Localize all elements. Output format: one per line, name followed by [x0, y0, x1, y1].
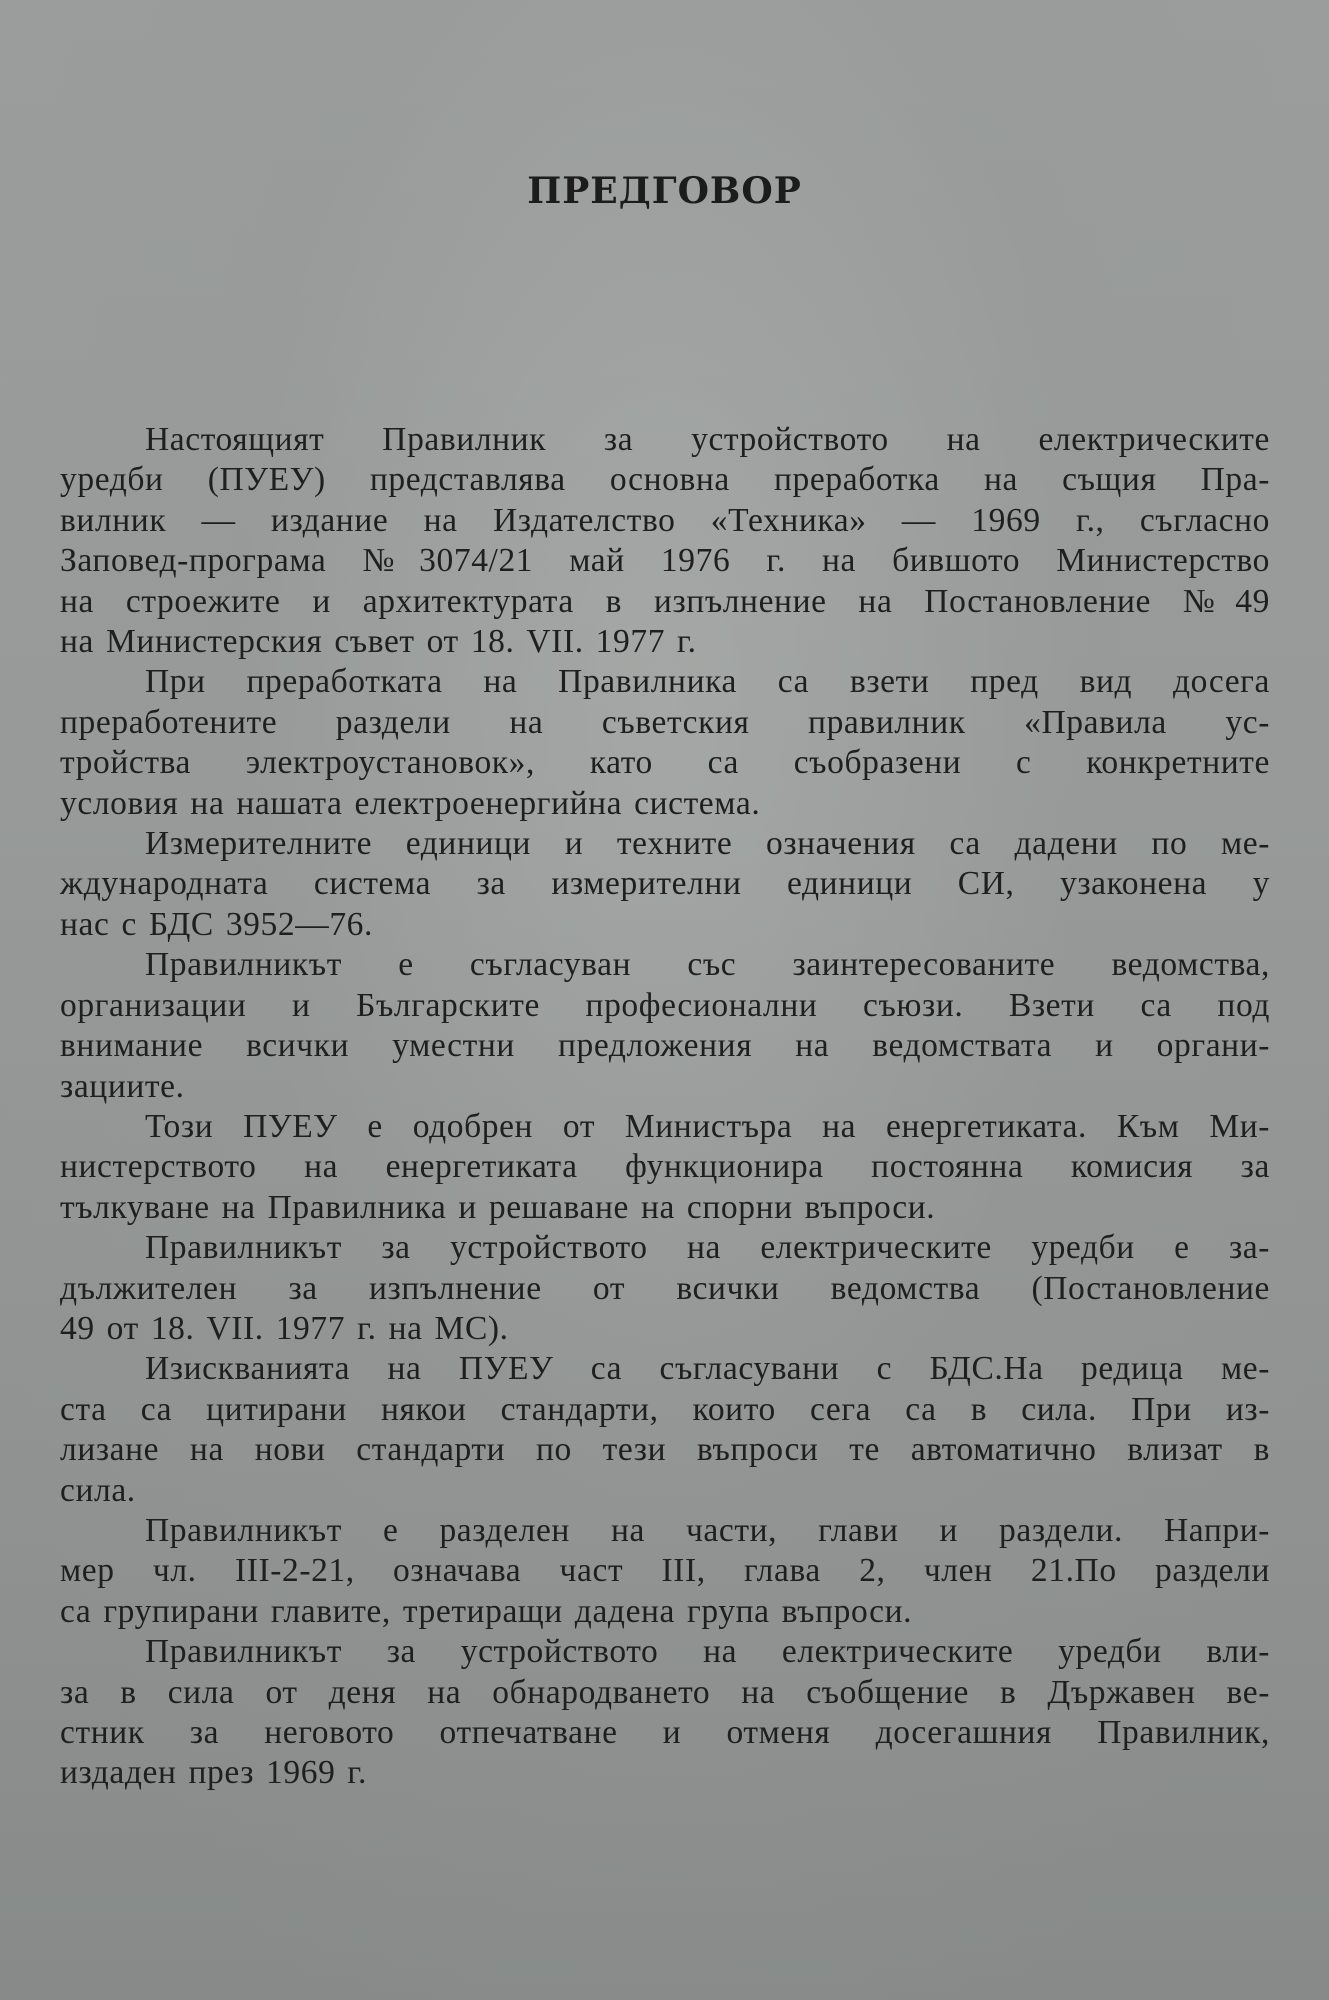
text-line: издаден през 1969 г. [60, 1754, 367, 1792]
text-line: ста са цитирани някои стандарти, които сега са в сила. При из- [60, 1390, 1270, 1428]
text-line: ждународната система за измерителни единици СИ, узаконена у [60, 865, 1270, 903]
text-line: внимание всички уместни предложения на ведомствата и органи- [60, 1027, 1270, 1065]
text-line: лизане на нови стандарти по тези въпроси те автоматично влизат в [60, 1431, 1270, 1469]
text-line: Правилникът е разделен на части, глави и раздели. Напри- [145, 1511, 1270, 1549]
text-line: нистерството на енергетиката функционира постоянна комисия за [60, 1148, 1270, 1186]
text-line: тълкуване на Правилника и решаване на спорни въпроси. [60, 1188, 936, 1226]
text-line: организации и Българските професионални съюзи. Взети са под [60, 986, 1270, 1024]
text-line: Правилникът е съгласуван със заинтересованите ведомства, [145, 946, 1270, 984]
text-line: са групирани главите, третиращи дадена група въпроси. [60, 1592, 913, 1630]
text-line: Измерителните единици и техните означения са дадени по ме- [145, 825, 1270, 863]
text-line: условия на нашата електроенергийна система. [60, 784, 761, 822]
text-line: Този ПУЕУ е одобрен от Министъра на енергетиката. Към Ми- [145, 1107, 1270, 1145]
text-line: 49 от 18. VII. 1977 г. на МС). [60, 1309, 509, 1347]
text-line: Правилникът за устройството на електрическите уредби вли- [145, 1633, 1270, 1671]
text-line: уредби (ПУЕУ) представлява основна преработка на същия Пра- [60, 461, 1270, 499]
text-line: Правилникът за устройството на електрическите уредби е за- [145, 1229, 1270, 1267]
text-line: Настоящият Правилник за устройството на електрическите [145, 421, 1270, 458]
text-line: преработените раздели на съветския правилник «Правила ус- [60, 703, 1270, 741]
text-line: стник за неговото отпечатване и отменя досегашния Правилник, [60, 1714, 1270, 1751]
text-line: Изискванията на ПУЕУ са съгласувани с БДС.На редица ме- [145, 1350, 1270, 1388]
text-line: на Министерския съвет от 18. VII. 1977 г. [60, 623, 697, 661]
text-line: на строежите и архитектурата в изпълнение на Постановление №49 [60, 582, 1270, 620]
text-line: мер чл. III-2-21, означава част III, глава 2, член 21.По раздели [60, 1552, 1270, 1590]
text-line: нас с БДС 3952—76. [60, 905, 373, 943]
text-line: вилник — издание на Издателство «Техника» — 1969 г., съгласно [60, 501, 1270, 539]
page-title: ПРЕДГОВОР [527, 170, 802, 212]
text-line: Заповед-програма №3074/21 май 1976 г. на бившото Министерство [60, 542, 1270, 580]
text-line: сила. [60, 1471, 136, 1509]
text-line: за в сила от деня на обнародването на съобщение в Държавен ве- [60, 1673, 1270, 1711]
text-line: тройства электроустановок», като са съобразени с конкретните [60, 744, 1270, 782]
preface-body [60, 420, 1270, 1794]
text-line: дължителен за изпълнение от всички ведомства (Постановление [60, 1269, 1270, 1307]
text-line: При преработката на Правилника са взети пред вид досега [145, 663, 1270, 701]
text-line: зациите. [60, 1067, 185, 1105]
